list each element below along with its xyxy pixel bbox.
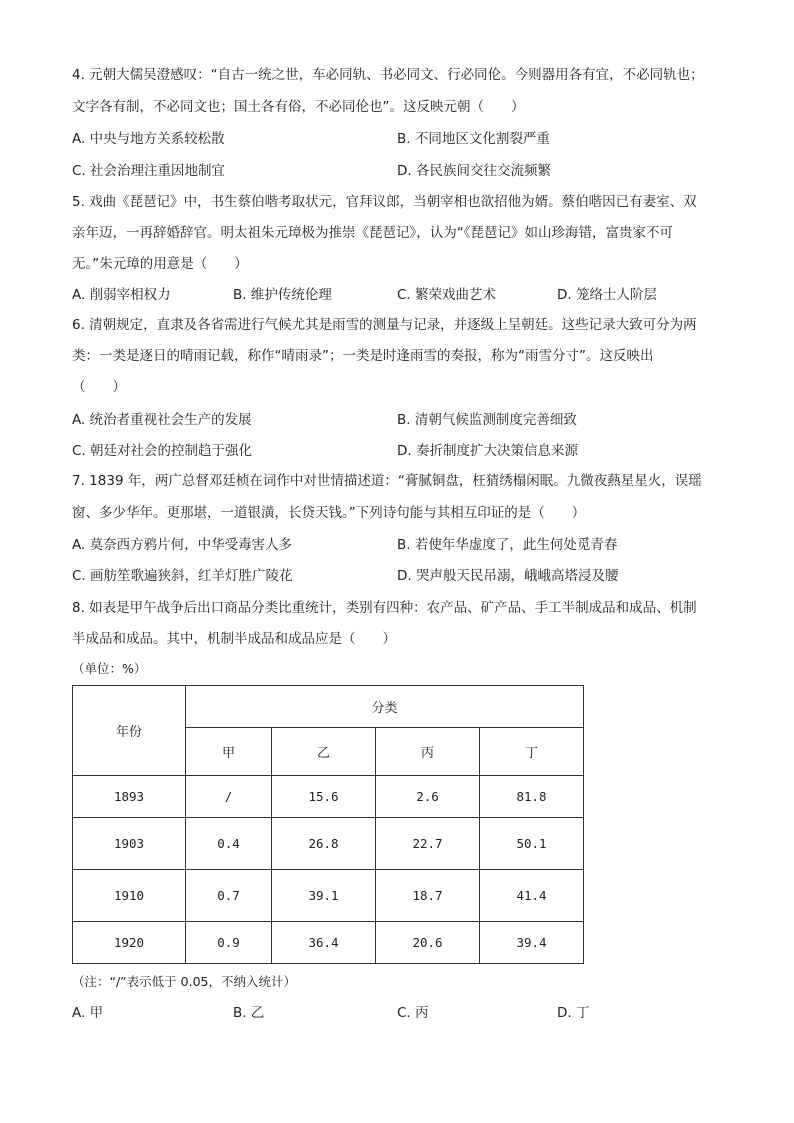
column-header: 乙 — [272, 728, 376, 776]
table-cell: 0.9 — [186, 922, 272, 964]
table-cell: 50.1 — [480, 818, 584, 870]
q5-option-d: D. 笼络士人阶层 — [557, 287, 657, 303]
column-header: 甲 — [186, 728, 272, 776]
table-cell: 15.6 — [272, 776, 376, 818]
q4-stem-line2: 文字各有制，不必同文也；国土各有俗，不必同伦也”。这反映元朝（ ） — [72, 99, 525, 115]
q4-option-a: A. 中央与地方关系较松散 — [72, 131, 225, 147]
q6-stem-line2: 类：一类是逐日的晴雨记载，称作“晴雨录”；一类是时逢雨雪的奏报，称为“雨雪分寸”。这反映出 — [72, 348, 654, 364]
table-cell: 0.7 — [186, 870, 272, 922]
q7-option-a: A. 莫奈西方鸦片何，中华受毒害人多 — [72, 537, 293, 553]
q8-unit-label: （单位：%） — [72, 661, 147, 676]
q7-stem-line2: 窗、多少华年。更那堪，一道银潢，长贷天钱。”下列诗句能与其相互印证的是（ ） — [72, 505, 586, 521]
q5-stem-line3: 无。”朱元璋的用意是（ ） — [72, 256, 248, 272]
q4-option-b: B. 不同地区文化割裂严重 — [397, 131, 550, 147]
q8-option-b: B. 乙 — [233, 1005, 265, 1021]
q6-option-a: A. 统治者重视社会生产的发展 — [72, 412, 252, 428]
category-group-header: 分类 — [186, 686, 584, 728]
q7-stem-line1: 7. 1839 年，两广总督邓廷桢在词作中对世情描述道：“膏腻铜盘，枉猜绣榻闲眠。九微夜爇星星火，误瑶 — [72, 473, 702, 489]
q6-option-b: B. 清朝气候监测制度完善细致 — [397, 412, 577, 428]
q7-option-b: B. 若使年华虚度了，此生何处觅青春 — [397, 537, 618, 553]
q4-stem-line1: 4. 元朝大儒吴澄感叹：“自古一统之世，车必同轨、书必同文、行必同伦。今则器用各有宜，不必同轨也； — [72, 67, 704, 83]
q8-table-note: （注：“/”表示低于 0.05，不纳入统计） — [72, 974, 296, 989]
q5-stem-line1: 5. 戏曲《琵琶记》中，书生蔡伯喈考取状元，官拜议郎，当朝宰相也欲招他为婿。蔡伯喈因已有妻室、双 — [72, 194, 697, 210]
table-cell: 1903 — [73, 818, 186, 870]
table-cell: 18.7 — [376, 870, 480, 922]
q8-data-table — [72, 685, 584, 964]
table-cell: 20.6 — [376, 922, 480, 964]
table-cell: 22.7 — [376, 818, 480, 870]
table-row — [73, 870, 584, 922]
q6-stem-line3: （ ） — [72, 379, 126, 395]
table-cell: / — [186, 776, 272, 818]
q8-option-c: C. 丙 — [397, 1005, 429, 1021]
q6-stem-line1: 6. 清朝规定，直隶及各省需进行气候尤其是雨雪的测量与记录，并逐级上呈朝廷。这些记录大致可分为两 — [72, 317, 697, 333]
q4-option-d: D. 各民族间交往交流频繁 — [397, 163, 551, 179]
q4-option-c: C. 社会治理注重因地制宜 — [72, 163, 226, 179]
column-header: 丙 — [376, 728, 480, 776]
table-row — [73, 776, 584, 818]
q7-option-d: D. 哭声般天民吊溺，峨峨高塔浸及腰 — [397, 568, 619, 584]
table-cell: 2.6 — [376, 776, 480, 818]
table-cell: 36.4 — [272, 922, 376, 964]
table-cell: 0.4 — [186, 818, 272, 870]
table-row — [73, 818, 584, 870]
q5-option-a: A. 削弱宰相权力 — [72, 287, 171, 303]
q8-stem-line1: 8. 如表是甲午战争后出口商品分类比重统计，类别有四种：农产品、矿产品、手工半制成品和成品、机制 — [72, 600, 697, 616]
table-cell: 81.8 — [480, 776, 584, 818]
table-cell: 1910 — [73, 870, 186, 922]
column-header: 丁 — [480, 728, 584, 776]
q8-stem-line2: 半成品和成品。其中，机制半成品和成品应是（ ） — [72, 631, 396, 647]
q7-option-c: C. 画舫笙歌遍狭斜，红羊灯胜广陵花 — [72, 568, 293, 584]
q5-option-b: B. 维护传统伦理 — [233, 287, 332, 303]
table-cell: 41.4 — [480, 870, 584, 922]
table-cell: 26.8 — [272, 818, 376, 870]
q8-option-d: D. 丁 — [557, 1005, 590, 1021]
table-cell: 1920 — [73, 922, 186, 964]
q6-option-d: D. 奏折制度扩大决策信息来源 — [397, 443, 578, 459]
table-cell: 39.4 — [480, 922, 584, 964]
q8-option-a: A. 甲 — [72, 1005, 104, 1021]
table-cell: 39.1 — [272, 870, 376, 922]
table-cell: 1893 — [73, 776, 186, 818]
q6-option-c: C. 朝廷对社会的控制趋于强化 — [72, 443, 253, 459]
table-row — [73, 922, 584, 964]
q5-stem-line2: 亲年迈，一再辞婚辞官。明太祖朱元璋极为推崇《琵琶记》，认为“《琵琶记》如山珍海错，富贵家不可 — [72, 225, 673, 241]
year-header: 年份 — [73, 686, 186, 776]
q5-option-c: C. 繁荣戏曲艺术 — [397, 287, 497, 303]
